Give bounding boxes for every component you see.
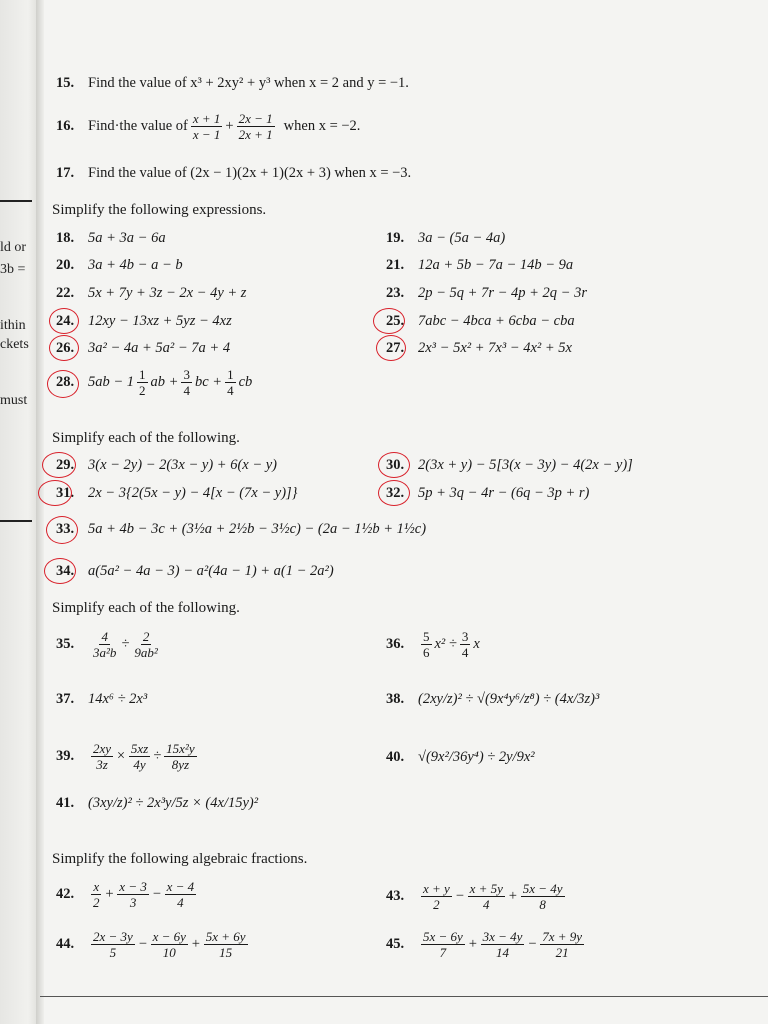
question-text: Find·the value of xyxy=(88,118,188,135)
question-39: 39. $\frac{2xy}{3z}$ × $\frac{5xz}{4y}$ ÷ $\frac{\text{15x²y}}{8yz}$ xyxy=(56,741,195,772)
question-20: 20. 3a + 4b − a − b xyxy=(56,257,183,273)
fraction: $\frac{7x + 9y}{21}$ xyxy=(542,929,583,960)
question-40: 40. √(9x²/36y⁴) ÷ 2y/9x² xyxy=(386,749,535,765)
fraction: $\frac{3x - 4y}{14}$ xyxy=(482,929,523,960)
question-32: 32. 5p + 3q − 4r − (6q − 3p + r) xyxy=(386,485,590,501)
fraction: $\frac{x + 1}{x - 1}$ xyxy=(192,111,221,142)
edge-rule xyxy=(0,520,32,522)
question-23: 23. 2p − 5q + 7r − 4p + 2q − 3r xyxy=(386,285,587,301)
question-24: 24. 12xy − 13xz + 5yz − 4xz xyxy=(56,313,232,329)
question-18: 18. 5a + 3a − 6a xyxy=(56,230,166,246)
question-number: 15. xyxy=(56,75,75,91)
question-21: 21. 12a + 5b − 7a − 14b − 9a xyxy=(386,257,574,273)
fraction: $\frac{3}{4}$ xyxy=(183,367,190,398)
fraction: $\frac{5}{6}$ xyxy=(423,629,430,660)
fraction: $\frac{5xz}{4y}$ xyxy=(130,741,149,772)
page-bottom-rule xyxy=(40,996,768,997)
fraction: $\frac{x}{2}$ xyxy=(93,879,100,910)
fraction: $\frac{2x - 1}{2x + 1}$ xyxy=(238,111,273,142)
question-30: 30. 2(3x + y) − 5[3(x − 3y) − 4(2x − y)] xyxy=(386,457,633,473)
fraction: $\frac{\text{15x²y}}{8yz}$ xyxy=(166,741,195,772)
question-number: 16. xyxy=(56,118,75,135)
fraction: $\frac{1}{2}$ xyxy=(139,367,146,398)
question-45: 45. $\frac{5x - 6y}{7}$ + $\frac{3x - 4y}{14}$ − $\frac{7x + 9y}{21}$ xyxy=(386,929,583,960)
fraction: $\frac{x + y}{2}$ xyxy=(423,881,450,912)
question-37: 37. 14x⁶ ÷ 2x³ xyxy=(56,691,148,707)
question-41: 41. (3xy/z)² ÷ 2x³y/5z × (4x/15y)² xyxy=(56,795,259,811)
fraction: $\frac{2x - 3y}{5}$ xyxy=(93,929,133,960)
question-33: 33. 5a + 4b − 3c + (3½a + 2½b − 3½c) − (2a − 1½b + 1½c) xyxy=(56,521,427,537)
question-38: 38. (2xy/z)² ÷ √(9x⁴y⁶/z⁸) ÷ (4x/3z)³ xyxy=(386,691,600,707)
fraction: $\frac{x - 4}{4}$ xyxy=(166,879,195,910)
question-26: 26. 3a² − 4a + 5a² − 7a + 4 xyxy=(56,340,231,356)
question-text: Find the value of (2x − 1)(2x + 1)(2x + 3) when x = −3. xyxy=(88,165,412,181)
question-35: 35. $\frac{4}{\text{3a²b}}$ ÷ $\frac{2}{\text{9ab²}}$ xyxy=(56,629,158,660)
fraction: $\frac{5x + 6y}{15}$ xyxy=(205,929,246,960)
section-heading: Simplify the following expressions. xyxy=(52,202,267,218)
question-text: Find the value of x³ + 2xy² + y³ when x = 2 and y = −1. xyxy=(88,75,409,91)
question-43: 43. $\frac{x + y}{2}$ − $\frac{x + 5y}{4}$ + $\frac{5x - 4y}{8}$ xyxy=(386,881,563,912)
edge-rule xyxy=(0,200,32,202)
question-19: 19. 3a − (5a − 4a) xyxy=(386,230,506,246)
question-16: 16. Find·the value of $\frac{x + 1}{x - 1}$ + $\frac{2x - 1}{2x + 1}$ when x = −2. xyxy=(56,111,361,142)
fraction: $\frac{x - 3}{3}$ xyxy=(119,879,147,910)
question-44: 44. $\frac{2x - 3y}{5}$ − $\frac{x - 6y}{10}$ + $\frac{5x + 6y}{15}$ xyxy=(56,929,246,960)
section-heading: Simplify each of the following. xyxy=(52,430,240,446)
question-text: when x = −2. xyxy=(283,118,361,135)
fraction: $\frac{2}{\text{9ab²}}$ xyxy=(134,629,158,660)
question-22: 22. 5x + 7y + 3z − 2x − 4y + z xyxy=(56,285,247,301)
edge-text: 3b = xyxy=(0,262,26,277)
question-28: 28. 5ab − 1 $\frac{1}{2}$ ab + $\frac{3}{4}$ bc + $\frac{1}{4}$ cb xyxy=(56,367,253,398)
question-34: 34. a(5a² − 4a − 3) − a²(4a − 1) + a(1 − 2a²) xyxy=(56,563,334,579)
fraction: $\frac{4}{\text{3a²b}}$ xyxy=(93,629,117,660)
edge-text: ld or xyxy=(0,240,27,255)
question-25: 25. 7abc − 4bca + 6cba − cba xyxy=(386,313,575,329)
question-15 xyxy=(56,76,409,91)
fraction: $\frac{1}{4}$ xyxy=(227,367,234,398)
question-29: 29. 3(x − 2y) − 2(3x − y) + 6(x − y) xyxy=(56,457,278,473)
section-heading: Simplify each of the following. xyxy=(52,600,240,616)
edge-text: ithin xyxy=(0,318,26,333)
fraction: $\frac{x - 6y}{10}$ xyxy=(152,929,186,960)
fraction: $\frac{3}{4}$ xyxy=(461,629,469,660)
question-31: 31. 2x − 3{2(5x − y) − 4[x − (7x − y)]} xyxy=(56,485,298,501)
book-spine xyxy=(36,0,44,1024)
edge-text: must xyxy=(0,393,28,408)
section-heading: Simplify the following algebraic fractions. xyxy=(52,851,308,867)
fraction: $\frac{2xy}{3z}$ xyxy=(93,741,112,772)
edge-text: ckets xyxy=(0,337,29,352)
question-36: 36. $\frac{5}{6}$ x² ÷ $\frac{3}{4}$ x xyxy=(386,629,480,660)
fraction: $\frac{x + 5y}{4}$ xyxy=(469,881,503,912)
fraction: $\frac{5x - 6y}{7}$ xyxy=(423,929,463,960)
left-page-edge xyxy=(0,0,40,1024)
question-42: 42. $\frac{x}{2}$ + $\frac{x - 3}{3}$ − $\frac{x - 4}{4}$ xyxy=(56,879,195,910)
fraction: $\frac{5x - 4y}{8}$ xyxy=(522,881,563,912)
question-27: 27. 2x³ − 5x² + 7x³ − 4x² + 5x xyxy=(386,340,572,356)
question-17: 17. Find the value of (2x − 1)(2x + 1)(2x + 3) when x = −3. xyxy=(56,165,412,181)
